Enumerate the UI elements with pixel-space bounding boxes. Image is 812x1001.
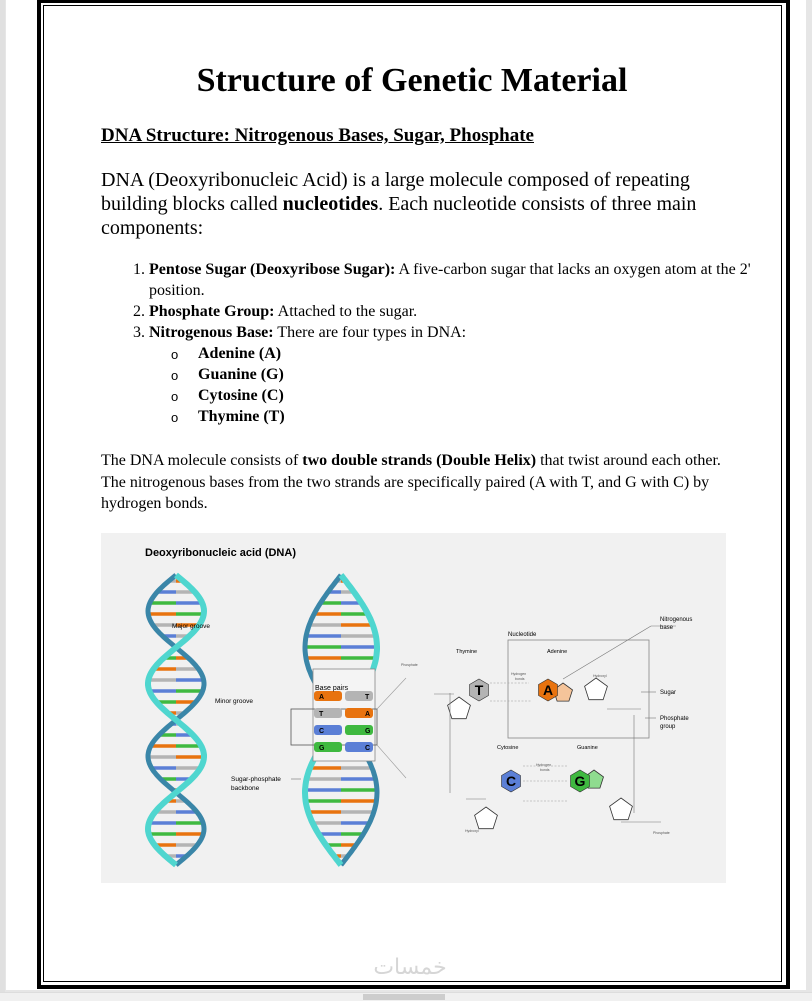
nucleotide-molecules bbox=[448, 678, 633, 829]
base-letter: G bbox=[319, 745, 325, 752]
watermark-logo: خمسات bbox=[373, 955, 447, 980]
base-item bbox=[171, 385, 769, 406]
dna-diagram bbox=[101, 533, 726, 883]
left-edge bbox=[0, 0, 5, 992]
item-label: Nitrogenous Base: bbox=[149, 324, 274, 341]
item-label: Phosphate Group: bbox=[149, 303, 275, 320]
base-letter: C bbox=[365, 745, 371, 752]
dna-figure bbox=[101, 533, 726, 883]
base-item bbox=[171, 343, 769, 364]
major-groove-label: Major groove bbox=[172, 623, 210, 630]
hydroxyl-label: Hydroxyl bbox=[593, 674, 607, 678]
nucleotide-box bbox=[508, 640, 649, 738]
backbone-label: Sugar-phosphate bbox=[231, 776, 281, 783]
item-label: Pentose Sugar (Deoxyribose Sugar): bbox=[149, 261, 396, 278]
sugar-pentagon bbox=[475, 807, 498, 829]
intro-text-end: . Each nucleotide consists of three main components: bbox=[101, 193, 697, 239]
item-text: There are four types in DNA: bbox=[273, 324, 467, 341]
adenine-ring-letter: A bbox=[542, 682, 554, 698]
phosphate-label: Phosphate bbox=[653, 831, 670, 835]
nucleotide-label: Nucleotide bbox=[508, 632, 537, 638]
base-letter: C bbox=[319, 728, 325, 735]
cytosine-label: Cytosine bbox=[497, 745, 519, 751]
hbond-label-2: bonds bbox=[540, 768, 550, 772]
nitrogenous-base-label-2: base bbox=[660, 625, 674, 631]
list-item bbox=[149, 259, 769, 301]
components-list bbox=[101, 259, 769, 427]
page-title: Structure of Genetic Material bbox=[196, 62, 628, 99]
intro-paragraph bbox=[101, 168, 741, 240]
intro-bold: nucleotides bbox=[282, 193, 379, 215]
sugar-pentagon bbox=[448, 697, 471, 719]
hbond-label-2: bonds bbox=[515, 677, 525, 681]
backbone-label-2: backbone bbox=[231, 785, 260, 792]
bases-list bbox=[149, 343, 769, 427]
zoom-line bbox=[377, 678, 406, 709]
sugar-pentagon bbox=[585, 678, 608, 700]
base-letter: G bbox=[365, 728, 371, 735]
adenine-label: Adenine bbox=[547, 649, 568, 655]
para-bold: two double strands (Double Helix) bbox=[302, 452, 537, 469]
base-letter: T bbox=[365, 694, 370, 701]
base-letter: A bbox=[365, 711, 371, 718]
thymine-ring-letter: T bbox=[474, 682, 484, 698]
scrollbar-thumb[interactable] bbox=[363, 994, 445, 1000]
sugar-pentagon bbox=[610, 798, 633, 820]
hbond-label: Hydrogen bbox=[536, 763, 552, 767]
intro-text: DNA (Deoxyribonucleic Acid) is a large molecule composed of repeating building blocks called bbox=[101, 169, 690, 215]
phosphate-group-label-2: group bbox=[660, 724, 676, 730]
base-label: Thymine (T) bbox=[198, 408, 285, 425]
minor-groove-label: Minor groove bbox=[215, 698, 253, 705]
list-item bbox=[149, 322, 769, 427]
item-text: Attached to the sugar. bbox=[274, 303, 418, 320]
section-heading: DNA Structure: Nitrogenous Bases, Sugar, Phosphate bbox=[101, 125, 534, 146]
base-pairs-label: Base pairs bbox=[315, 685, 349, 692]
base-label: Guanine (G) bbox=[198, 366, 284, 383]
base-label: Adenine (A) bbox=[198, 345, 282, 362]
hydroxyl-label: Hydroxyl bbox=[465, 829, 479, 833]
base-item bbox=[171, 364, 769, 385]
phosphate-label: Phosphate bbox=[401, 663, 418, 667]
double-helix-left bbox=[148, 575, 204, 865]
double-helix-paragraph bbox=[101, 450, 721, 515]
zoom-line bbox=[377, 745, 406, 778]
sugar-label: Sugar bbox=[660, 690, 677, 696]
base-label: Cytosine (C) bbox=[198, 387, 284, 404]
phosphate-group-label: Phosphate bbox=[660, 716, 689, 722]
cytosine-ring-letter: C bbox=[505, 773, 517, 789]
nitrogenous-base-label: Nitrogenous bbox=[660, 617, 693, 623]
base-letter: A bbox=[319, 694, 325, 701]
list-item bbox=[149, 301, 769, 322]
guanine-label: Guanine bbox=[577, 745, 598, 751]
figure-title: Deoxyribonucleic acid (DNA) bbox=[145, 547, 296, 559]
guanine-ring-letter: G bbox=[574, 773, 586, 789]
para-text-end: that twist around each other. The nitrogenous bases from the two strands are specifically paired (A with T, and G with C) by hydrogen bonds. bbox=[101, 452, 721, 512]
thymine-label: Thymine bbox=[456, 649, 478, 655]
hbond-label: Hydrogen bbox=[511, 672, 527, 676]
item-text: A five-carbon sugar that lacks an oxygen atom at the 2' position. bbox=[149, 261, 751, 299]
base-letter: T bbox=[319, 711, 324, 718]
base-item bbox=[171, 406, 769, 427]
para-text: The DNA molecule consists of bbox=[101, 452, 303, 469]
